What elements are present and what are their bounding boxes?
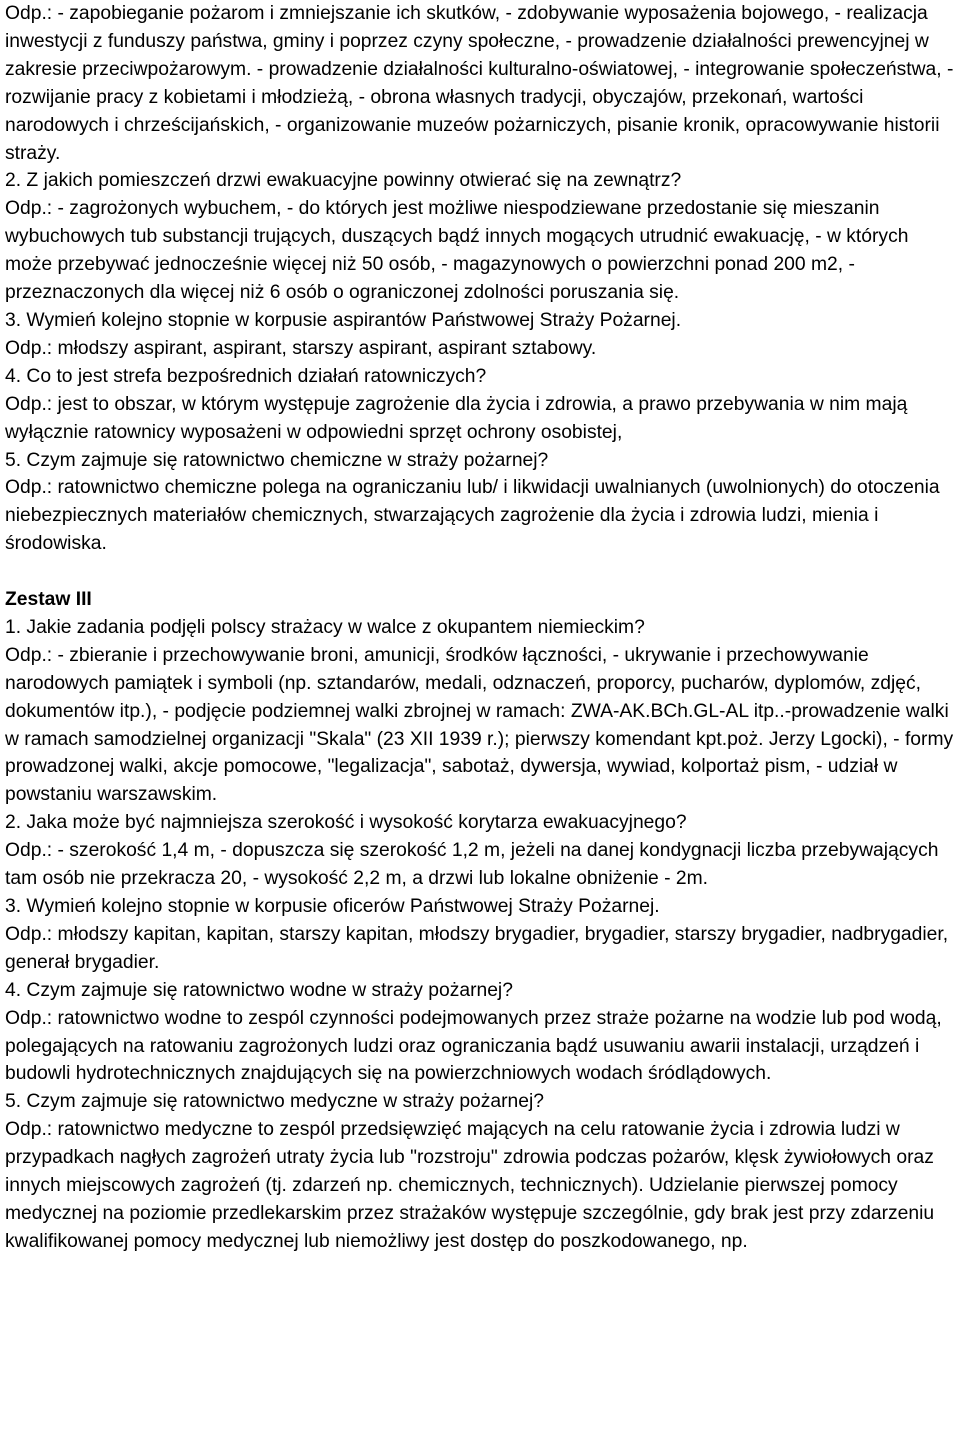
question-paragraph: 3. Wymień kolejno stopnie w korpusie oficerów Państwowej Straży Pożarnej. <box>5 895 660 917</box>
blank-line <box>5 558 958 586</box>
answer-paragraph: Odp.: - zapobieganie pożarom i zmniejszanie ich skutków, - zdobywanie wyposażenia bojowego, - realizacja inwestycji z funduszy państwa, gminy i poprzez czyny społeczne, - prowadzenie działalności prewencyjnej w zakresie przeciwpożarowym. - prowadzenie działalności kulturalno-oświatowej, - integrowanie społeczeństwa, - rozwijanie pracy z kobietami i młodzieżą, - obrona własnych tradycji, obyczajów, przekonań, wartości narodowych i chrześcijańskich, - organizowanie muzeów pożarniczych, pisanie kronik, opracowywanie historii straży. <box>5 3 954 164</box>
section-heading: Zestaw III <box>5 589 92 611</box>
question-paragraph: 2. Jaka może być najmniejsza szerokość i wysokość korytarza ewakuacyjnego? <box>5 812 687 834</box>
answer-paragraph: Odp.: - szerokość 1,4 m, - dopuszcza się szerokość 1,2 m, jeżeli na danej kondygnacji liczba przebywających tam osób nie przekracza 20, - wysokość 2,2 m, a drzwi lub lokalne obniżenie - 2m. <box>5 840 939 890</box>
question-paragraph: 5. Czym zajmuje się ratownictwo chemiczne w straży pożarnej? <box>5 449 549 471</box>
question-paragraph: 4. Co to jest strefa bezpośrednich działań ratowniczych? <box>5 365 487 387</box>
answer-paragraph: Odp.: młodszy aspirant, aspirant, starszy aspirant, aspirant sztabowy. <box>5 337 597 359</box>
answer-paragraph: Odp.: ratownictwo chemiczne polega na ograniczaniu lub/ i likwidacji uwalnianych (uwolnionych) do otoczenia niebezpiecznych materiałów chemicznych, stwarzających zagrożenie dla życia i zdrowia ludzi, mienia i środowiska. <box>5 477 940 555</box>
question-paragraph: 3. Wymień kolejno stopnie w korpusie aspirantów Państwowej Straży Pożarnej. <box>5 309 682 331</box>
question-paragraph: 4. Czym zajmuje się ratownictwo wodne w straży pożarnej? <box>5 979 513 1001</box>
answer-paragraph: Odp.: - zagrożonych wybuchem, - do których jest możliwe niespodziewane przedostanie się mieszanin wybuchowych tub substancji trujących, duszących bądź innych mogących utrudnić ewakuację, - w których może przebywać jednocześnie więcej niż 50 osób, - magazynowych o powierzchni ponad 200 m2, - przeznaczonych dla więcej niż 6 osób o ograniczonej zdolności poruszania się. <box>5 198 909 304</box>
answer-paragraph: Odp.: jest to obszar, w którym występuje zagrożenie dla życia i zdrowia, a prawo przebywania w nim mają wyłącznie ratownicy wyposażeni w odpowiedni sprzęt ochrony osobistej, <box>5 393 908 443</box>
question-paragraph: 5. Czym zajmuje się ratownictwo medyczne w straży pożarnej? <box>5 1091 544 1113</box>
answer-paragraph: Odp.: ratownictwo medyczne to zespól przedsięwzięć mających na celu ratowanie życia i zdrowia ludzi w przypadkach nagłych zagrożeń utraty życia lub "rozstroju" zdrowia podczas pożarów, klęsk żywiołowych oraz innych miejscowych zagrożeń (tj. zdarzeń np. chemicznych, technicznych). Udzielanie pierwszej pomocy medycznej na poziomie przedlekarskim przez strażaków występuje szczególnie, gdy brak jest przy zdarzeniu kwalifikowanej pomocy medycznej lub niemożliwy jest dostęp do poszkodowanego, np. <box>5 1119 935 1252</box>
question-paragraph: 1. Jakie zadania podjęli polscy strażacy w walce z okupantem niemieckim? <box>5 616 645 638</box>
answer-paragraph: Odp.: ratownictwo wodne to zespól czynności podejmowanych przez straże pożarne na wodzie lub pod wodą, polegających na ratowaniu zagrożonych ludzi oraz ograniczania bądź usuwaniu awarii instalacji, urządzeń i budowli hydrotechnicznych znajdujących się na powierzchniowych wodach śródlądowych. <box>5 1007 942 1085</box>
answer-paragraph: Odp.: młodszy kapitan, kapitan, starszy kapitan, młodszy brygadier, brygadier, starszy brygadier, nadbrygadier, generał brygadier. <box>5 923 949 973</box>
question-paragraph: 2. Z jakich pomieszczeń drzwi ewakuacyjne powinny otwierać się na zewnątrz? <box>5 170 682 192</box>
answer-paragraph: Odp.: - zbieranie i przechowywanie broni, amunicji, środków łączności, - ukrywanie i przechowywanie narodowych pamiątek i symboli (np. sztandarów, medali, odznaczeń, proporcy, pucharów, dyplomów, zdjęć, dokumentów itp.), - podjęcie podziemnej walki zbrojnej w ramach: ZWA-AK.BCh.GL-AL itp..-prowadzenie walki w ramach samodzielnej organizacji "Skala" (23 XII 1939 r.); pierwszy komendant kpt.poż. Jerzy Lgocki), - formy prowadzonej walki, akcje pomocowe, "legalizacja", sabotaż, dywersja, wywiad, kolportaż pism, - udział w powstaniu warszawskim. <box>5 644 954 806</box>
